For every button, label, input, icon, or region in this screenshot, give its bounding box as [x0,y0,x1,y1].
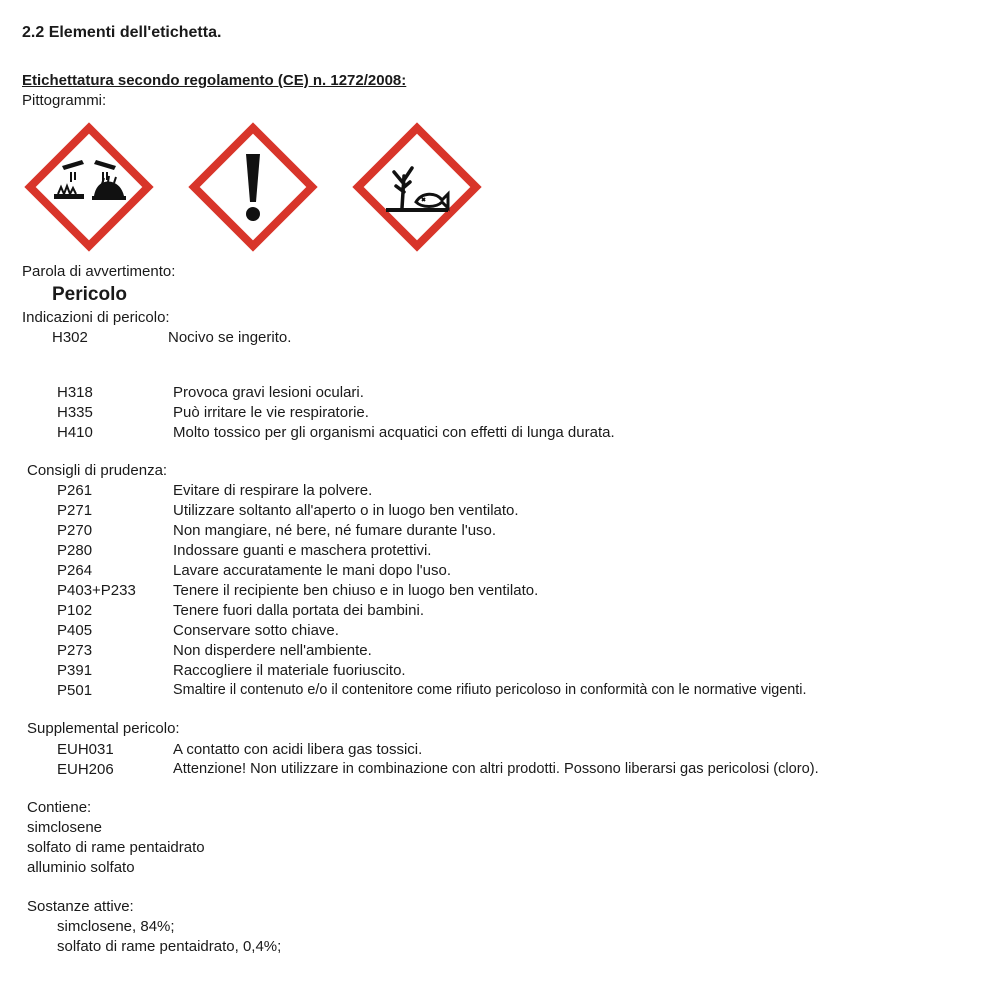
precautionary-code: P280 [57,542,93,559]
precautionary-text: Non disperdere nell'ambiente. [173,642,372,659]
pictograms-label: Pittogrammi: [22,92,107,109]
precautionary-text: Lavare accuratamente le mani dopo l'uso. [173,562,452,579]
precautionary-text: Conservare sotto chiave. [173,622,339,639]
supplemental-code: EUH206 [57,761,114,778]
hazard-code: H410 [57,424,93,441]
signal-word: Pericolo [52,284,127,305]
precautionary-text: Tenere fuori dalla portata dei bambini. [173,602,424,619]
precautionary-code: P271 [57,502,93,519]
corrosion-icon [24,122,154,252]
precautionary-code: P405 [57,622,93,639]
contains-item: alluminio solfato [27,859,135,876]
precautionary-text: Tenere il recipiente ben chiuso e in luogo ben ventilato. [173,582,539,599]
environment-icon [352,122,482,252]
supplemental-text: A contatto con acidi libera gas tossici. [173,741,423,758]
precautionary-text: Non mangiare, né bere, né fumare durante l'uso. [173,522,497,539]
contains-label: Contiene: [27,799,92,816]
hazard-statements-label: Indicazioni di pericolo: [22,309,170,326]
actives-label: Sostanze attive: [27,898,134,915]
precautionary-text: Indossare guanti e maschera protettivi. [173,542,432,559]
precautionary-text: Evitare di respirare la polvere. [173,482,373,499]
hazard-text: Nocivo se ingerito. [168,329,292,346]
precautionary-code: P261 [57,482,93,499]
actives-item: solfato di rame pentaidrato, 0,4%; [57,938,282,955]
precautionary-code: P403+P233 [57,582,136,599]
precautionary-label: Consigli di prudenza: [27,462,168,479]
hazard-text: Può irritare le vie respiratorie. [173,404,369,421]
supplemental-label: Supplemental pericolo: [27,720,180,737]
supplemental-text: Attenzione! Non utilizzare in combinazione con altri prodotti. Possono liberarsi gas pericolosi (cloro). [173,761,819,777]
section-title: 2.2 Elementi dell'etichetta. [22,24,222,41]
contains-item: simclosene [27,819,103,836]
hazard-text: Molto tossico per gli organismi acquatici con effetti di lunga durata. [173,424,615,441]
contains-item: solfato di rame pentaidrato [27,839,205,856]
exclamation-mark-icon [188,122,318,252]
hazard-text: Provoca gravi lesioni oculari. [173,384,364,401]
precautionary-code: P102 [57,602,93,619]
hazard-code: H335 [57,404,93,421]
precautionary-text: Raccogliere il materiale fuoriuscito. [173,662,406,679]
precautionary-code: P273 [57,642,93,659]
precautionary-text: Utilizzare soltanto all'aperto o in luogo ben ventilato. [173,502,519,519]
precautionary-text: Smaltire il contenuto e/o il contenitore come rifiuto pericoloso in conformità con le normative vigenti. [173,682,807,698]
precautionary-code: P391 [57,662,93,679]
hazard-code: H302 [52,329,88,346]
precautionary-code: P264 [57,562,93,579]
hazard-code: H318 [57,384,93,401]
supplemental-code: EUH031 [57,741,114,758]
precautionary-code: P270 [57,522,93,539]
regulation-title: Etichettatura secondo regolamento (CE) n. 1272/2008: [22,72,407,89]
signal-word-label: Parola di avvertimento: [22,263,176,280]
actives-item: simclosene, 84%; [57,918,175,935]
precautionary-code: P501 [57,682,93,699]
